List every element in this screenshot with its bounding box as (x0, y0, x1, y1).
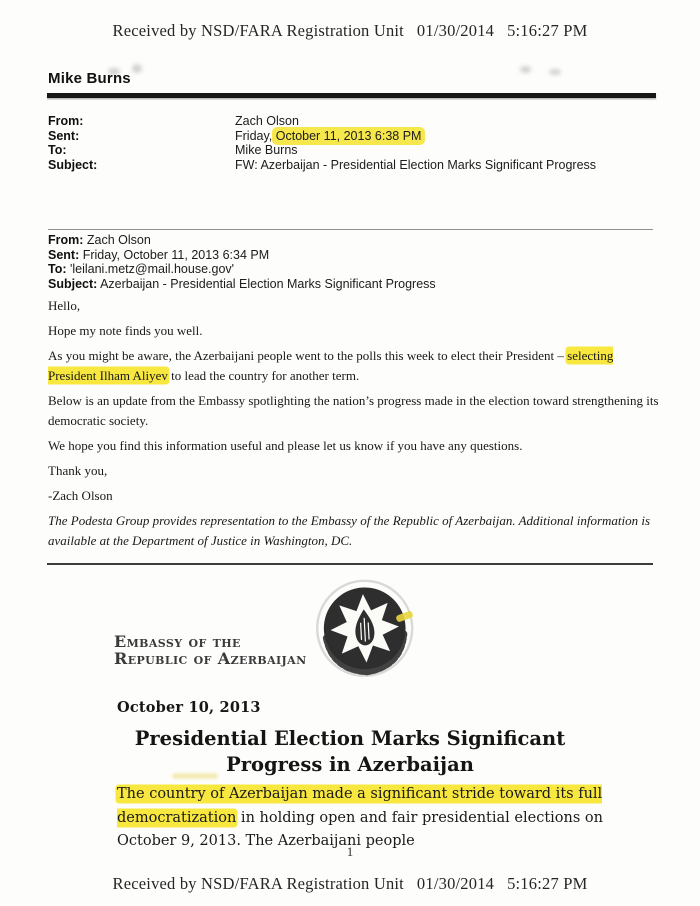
forwarded-sent-label: Sent: (48, 247, 80, 262)
forwarded-header-block (48, 233, 648, 291)
from-value: Zach Olson (235, 114, 299, 128)
forwarded-to-label: To: (48, 262, 67, 277)
forwarded-subject-line (48, 277, 648, 292)
subject-label: Subject: (48, 157, 98, 172)
fara-received-stamp-top: Received by NSD/FARA Registration Unit 01/30/2014 5:16:27 PM (112, 21, 588, 40)
subject-value: FW: Azerbaijan - Presidential Election Marks Significant Progress (235, 157, 597, 172)
press-release-date: October 10, 2013 (117, 699, 261, 716)
email-paragraph-1: Hope my note finds you well. (48, 323, 203, 338)
email-p2-end: to lead the country for another term. (167, 368, 360, 383)
email-paragraph-3: Below is an update from the Embassy spotlighting the nation’s progress made in the election toward strengthening its democratic society. (48, 393, 659, 428)
sent-value-highlight: October 11, 2013 6:38 PM (275, 128, 422, 143)
sent-value-prefix: Friday, (235, 128, 276, 143)
from-label: From: (48, 114, 84, 128)
to-value: Mike Burns (235, 143, 298, 158)
email-p2-highlight: selecting President Ilham Aliyev (48, 348, 614, 383)
email-signature: -Zach Olson (48, 488, 113, 503)
email-closing: Thank you, (48, 463, 108, 478)
scan-smudge (549, 69, 561, 75)
forwarded-sent-value: Friday, October 11, 2013 6:34 PM (79, 247, 270, 262)
email-greeting: Hello, (48, 298, 81, 313)
email-body (48, 296, 660, 551)
forwarded-subject-label: Subject: (48, 276, 98, 291)
embassy-name-block (114, 634, 307, 667)
forwarded-subject-value: Azerbaijan - Presidential Election Marks Significant Progress (97, 276, 436, 291)
forwarded-from-value: Zach Olson (83, 233, 151, 247)
press-release-headline: Presidential Election Marks Significant Progress in Azerbaijan (134, 727, 566, 776)
forwarded-from-line (48, 233, 648, 248)
forwarded-to-line (48, 262, 648, 277)
email-paragraph-2 (48, 346, 660, 386)
press-release-paragraph (117, 783, 647, 854)
email-p2-start: As you might be aware, the Azerbaijani people went to the polls this week to elect their President – (48, 348, 568, 363)
email-paragraph-4: We hope you find this information useful and please let us know if you have any questions. (48, 438, 523, 453)
header-divider-rule (47, 93, 656, 98)
email-header-block (48, 114, 648, 172)
to-label: To: (48, 143, 67, 158)
azerbaijan-emblem-icon (305, 574, 425, 694)
forwarded-divider-rule (48, 229, 653, 230)
sent-value (235, 129, 648, 144)
sent-label: Sent: (48, 128, 80, 143)
forwarded-from-label: From: (48, 233, 84, 247)
scan-smudge (520, 66, 531, 73)
fara-received-stamp-bottom: Received by NSD/FARA Registration Unit 01/30/2014 5:16:27 PM (112, 874, 588, 893)
forwarded-sent-line (48, 248, 648, 263)
forwarded-to-value: 'leilani.metz@mail.house.gov' (66, 262, 235, 277)
page-number: 1 (346, 845, 354, 859)
pr-body-rest: in holding open and fair presidential elections on October 9, 2013. The Azerbaijani people (117, 809, 603, 849)
embassy-name-line2: Republic of Azerbaijan (114, 648, 307, 668)
podesta-disclaimer: The Podesta Group provides representation to the Embassy of the Republic of Azerbaijan. Additional information is available at the Department of Justice in Washington, DC. (48, 513, 651, 548)
recipient-name-heading: Mike Burns (48, 70, 131, 87)
pr-body-highlight: The country of Azerbaijan made a significant stride toward its full democratization (117, 786, 603, 826)
section-divider-rule (47, 563, 653, 565)
embassy-name-line1: Embassy of the (114, 632, 241, 651)
scan-smudge (132, 64, 142, 73)
